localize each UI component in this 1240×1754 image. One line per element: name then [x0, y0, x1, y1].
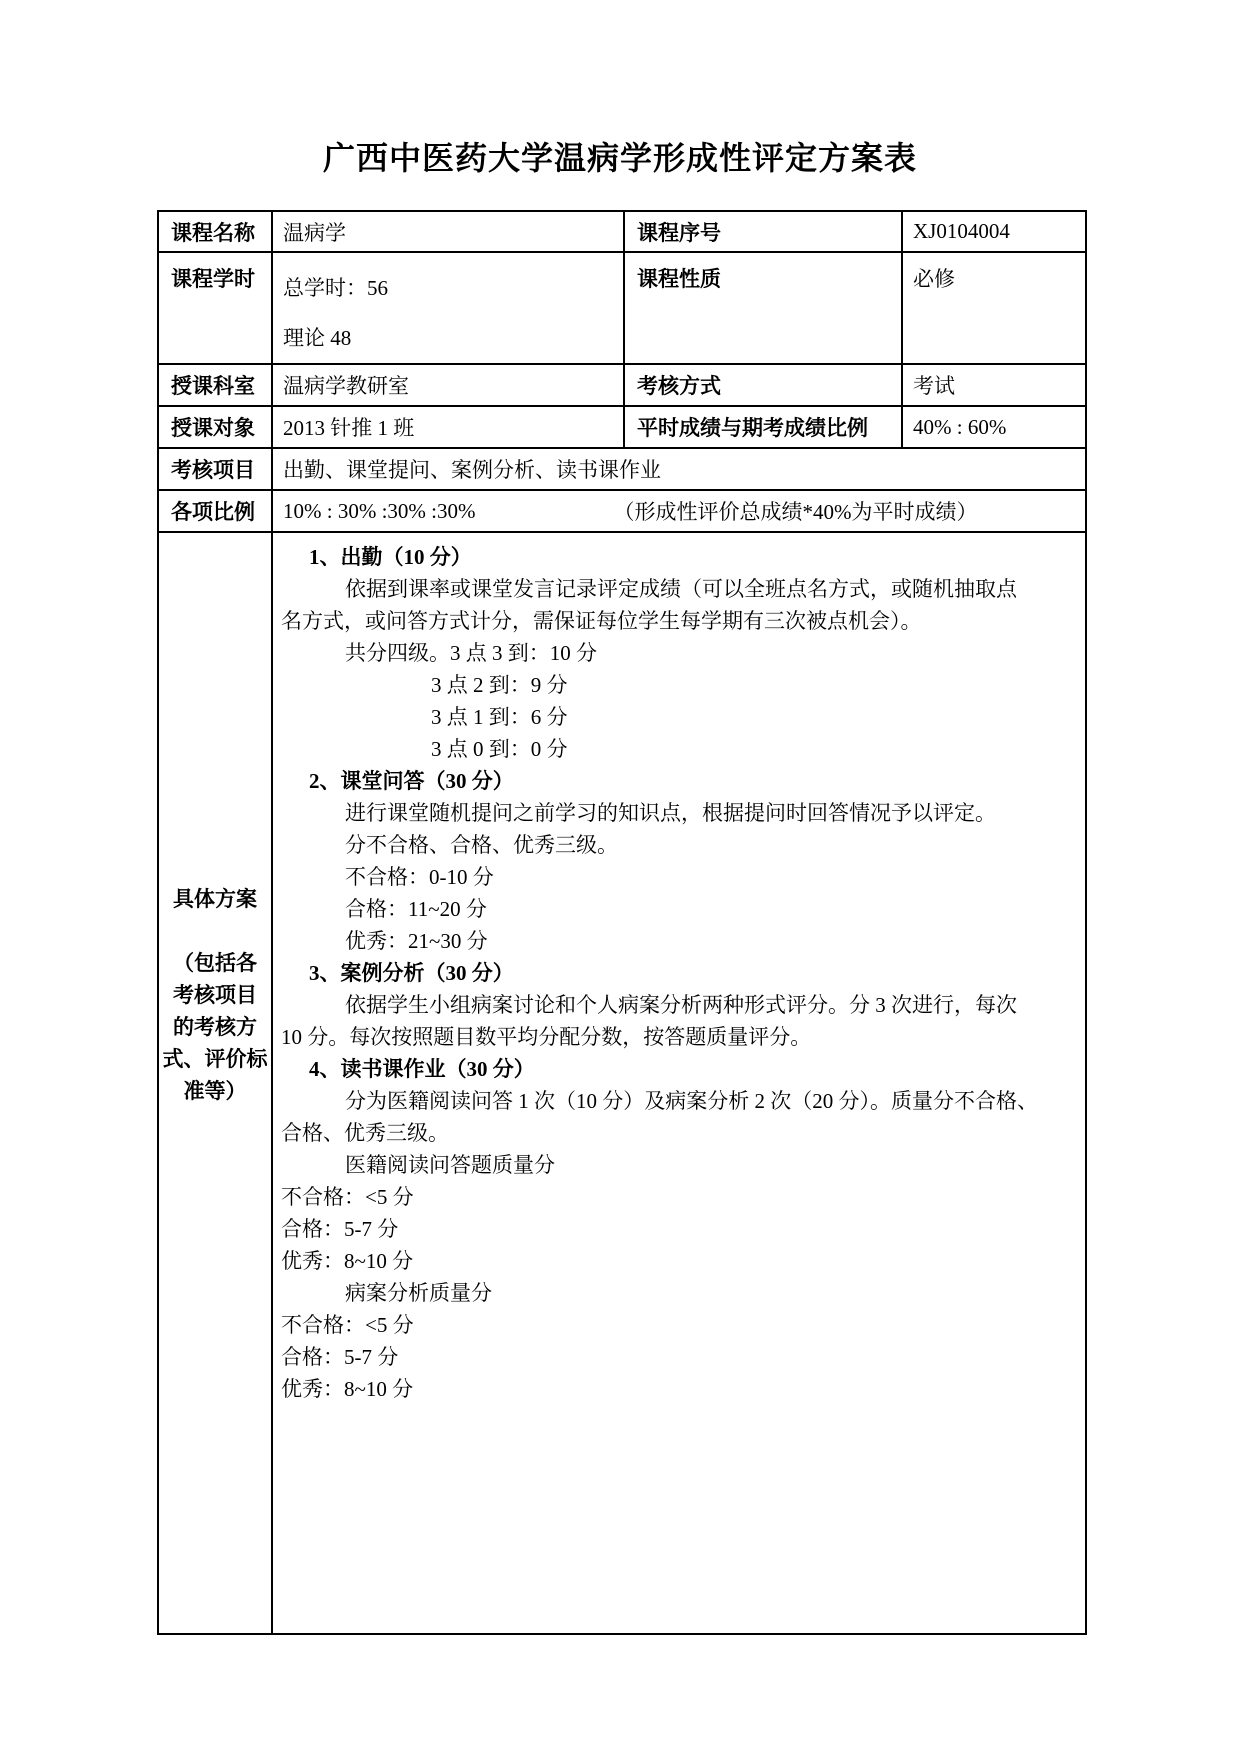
plan-text-line: 分不合格、合格、优秀三级。	[345, 833, 618, 857]
plan-text-line: 优秀：8~10 分	[281, 1249, 414, 1273]
course-nature-label: 课程性质	[624, 252, 902, 364]
course-nature-value: 必修	[902, 252, 1086, 364]
teaching-dept-value: 温病学教研室	[272, 364, 624, 406]
plan-text-line: 合格：11~20 分	[345, 897, 487, 921]
assessment-plan-table	[157, 210, 1087, 1635]
plan-text-line: 3 点 2 到：9 分	[431, 673, 568, 697]
plan-text-line: 依据到课率或课堂发言记录评定成绩（可以全班点名方式，或随机抽取点	[345, 577, 1017, 601]
row-course-hours	[158, 252, 1086, 364]
plan-text-line: 合格：5-7 分	[281, 1345, 399, 1369]
plan-label-line: 的考核方	[173, 1015, 257, 1039]
plan-text-line: 医籍阅读问答题质量分	[345, 1153, 555, 1177]
course-id-label: 课程序号	[624, 211, 902, 252]
item-ratios-value: 10% : 30% :30% :30%	[283, 498, 476, 523]
item-ratios-value-cell	[272, 490, 1086, 532]
plan-text-line: 3、案例分析（30 分）	[309, 961, 514, 985]
row-specific-plan	[158, 532, 1086, 1634]
plan-text-line: 不合格：0-10 分	[345, 865, 494, 889]
item-ratios-label: 各项比例	[158, 490, 272, 532]
assessment-method-label: 考核方式	[624, 364, 902, 406]
theory-hours-line: 理论 48	[283, 326, 352, 350]
score-ratio-label: 平时成绩与期考成绩比例	[624, 406, 902, 448]
plan-text-line: 10 分。每次按照题目数平均分配分数，按答题质量评分。	[281, 1025, 812, 1049]
plan-text-line: 不合格：<5 分	[281, 1185, 414, 1209]
plan-text-line: 优秀：8~10 分	[281, 1377, 414, 1401]
plan-label-line	[161, 915, 269, 947]
plan-text-line: 4、读书课作业（30 分）	[309, 1057, 535, 1081]
row-course-name	[158, 211, 1086, 252]
plan-label-line: 准等）	[183, 1079, 247, 1103]
assessment-method-value: 考试	[902, 364, 1086, 406]
plan-content	[272, 532, 1086, 1634]
plan-text-line: 3 点 0 到：0 分	[431, 737, 568, 761]
item-ratios-note: （形成性评价总成绩*40%为平时成绩）	[613, 500, 978, 524]
plan-text-line: 不合格：<5 分	[281, 1313, 414, 1337]
row-teaching-dept	[158, 364, 1086, 406]
plan-label-line: （包括各	[173, 951, 257, 975]
course-name-value: 温病学	[272, 211, 624, 252]
plan-text-line: 优秀：21~30 分	[345, 929, 488, 953]
assessment-items-label: 考核项目	[158, 448, 272, 490]
teaching-target-label: 授课对象	[158, 406, 272, 448]
plan-text-line: 2、课堂问答（30 分）	[309, 769, 514, 793]
plan-text-line: 3 点 1 到：6 分	[431, 705, 568, 729]
plan-text-line: 共分四级。3 点 3 到：10 分	[345, 641, 597, 665]
teaching-dept-label: 授课科室	[158, 364, 272, 406]
row-item-ratios	[158, 490, 1086, 532]
score-ratio-value: 40% : 60%	[902, 406, 1086, 448]
plan-text-line: 依据学生小组病案讨论和个人病案分析两种形式评分。分 3 次进行，每次	[345, 993, 1017, 1017]
plan-label-line: 式、评价标	[162, 1047, 268, 1071]
plan-label-line: 具体方案	[173, 887, 257, 911]
plan-text-line: 合格：5-7 分	[281, 1217, 399, 1241]
row-teaching-target	[158, 406, 1086, 448]
plan-text-line: 病案分析质量分	[345, 1281, 492, 1305]
assessment-items-value: 出勤、课堂提问、案例分析、读书课作业	[272, 448, 1086, 490]
plan-text-line: 合格、优秀三级。	[281, 1121, 449, 1145]
plan-label	[158, 532, 272, 1634]
plan-text-line: 进行课堂随机提问之前学习的知识点，根据提问时回答情况予以评定。	[345, 801, 996, 825]
course-id-value: XJ0104004	[902, 211, 1086, 252]
row-assessment-items	[158, 448, 1086, 490]
course-name-label: 课程名称	[158, 211, 272, 252]
plan-text-line: 名方式，或问答方式计分，需保证每位学生每学期有三次被点机会）。	[281, 609, 922, 633]
teaching-target-value: 2013 针推 1 班	[272, 406, 624, 448]
course-hours-label: 课程学时	[158, 252, 272, 364]
page-title: 广西中医药大学温病学形成性评定方案表	[322, 140, 917, 176]
total-hours-line: 总学时：56	[283, 276, 388, 300]
plan-text-line: 分为医籍阅读问答 1 次（10 分）及病案分析 2 次（20 分）。质量分不合格、	[345, 1089, 1038, 1113]
course-hours-value	[272, 252, 624, 364]
plan-text-line: 1、出勤（10 分）	[309, 545, 472, 569]
plan-label-line: 考核项目	[173, 983, 257, 1007]
